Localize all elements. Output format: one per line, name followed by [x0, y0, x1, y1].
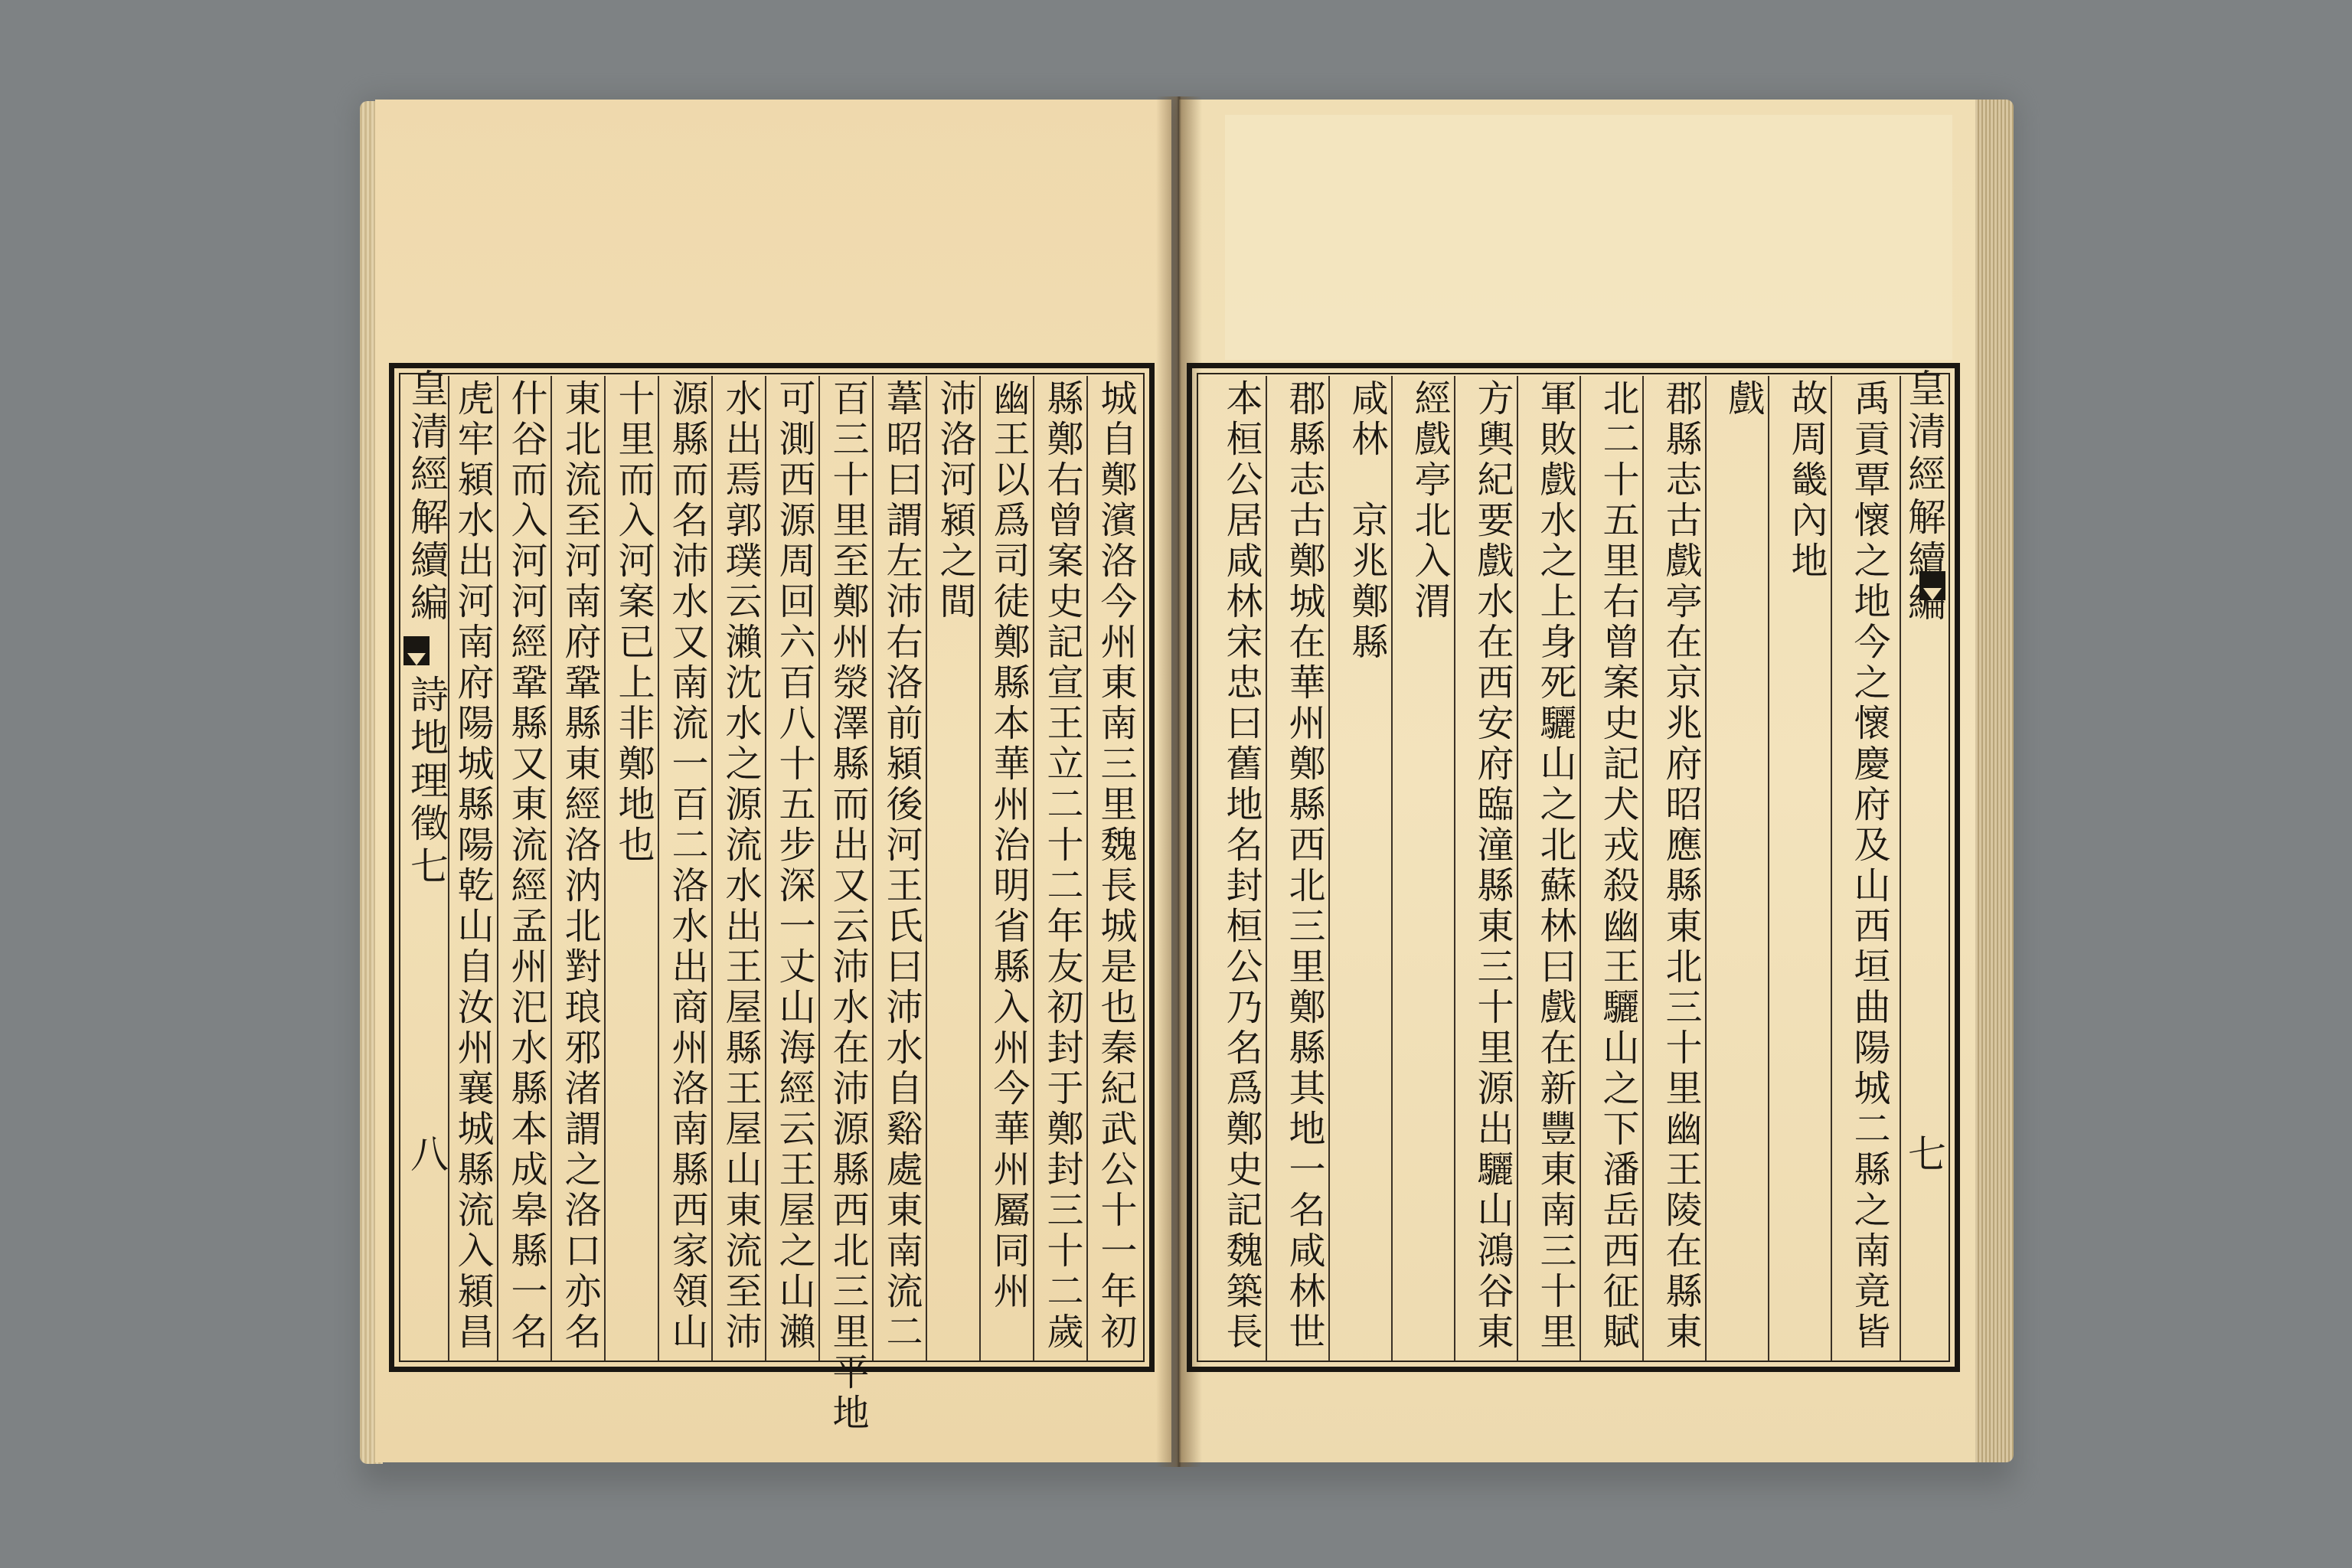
text-column: 葦昭曰謂左沛右洛前潁後河王氏曰沛水自谿處東南流二 — [880, 379, 923, 1353]
right-margin-folio: 七 — [1902, 1134, 1946, 1177]
text-column: 沛洛河潁之間 — [933, 379, 976, 622]
text-column: 縣鄭右曾案史記宣王立二十二年友初封于鄭封三十二歲 — [1040, 379, 1083, 1353]
column-rule — [1768, 376, 1769, 1361]
text-column: 咸林 京兆鄭縣 — [1345, 379, 1388, 663]
text-column: 軍敗戲水之上身死驪山之北蘇林曰戲在新豐東南三十里 — [1534, 379, 1576, 1353]
text-column: 什谷而入河河經鞏縣又東流經孟州汜水縣本成皋縣一名 — [505, 379, 547, 1353]
text-column: 水出焉郭璞云瀨沈水之源流水出王屋縣王屋山東流至沛 — [719, 379, 762, 1353]
column-rule — [1517, 376, 1518, 1361]
text-column: 北二十五里右曾案史記犬戎殺幽王驪山之下潘岳西征賦 — [1596, 379, 1639, 1353]
text-column: 戲 — [1722, 379, 1765, 420]
left-margin-folio: 八 — [404, 1134, 449, 1177]
column-rule — [1454, 376, 1455, 1361]
column-rule — [1900, 376, 1901, 1361]
text-column: 本桓公居咸林宋忠曰舊地名封桓公乃名爲鄭史記魏築長 — [1220, 379, 1263, 1353]
column-rule — [550, 376, 552, 1361]
text-column: 城自鄭濱洛今州東南三里魏長城是也秦紀武公十一年初 — [1094, 379, 1137, 1353]
column-rule — [658, 376, 659, 1361]
column-rule — [1391, 376, 1393, 1361]
column-rule — [448, 376, 449, 1361]
text-column: 十里而入河案已上非鄭地也 — [612, 379, 655, 866]
column-rule — [818, 376, 820, 1361]
column-rule — [979, 376, 981, 1361]
text-column: 東北流至河南府鞏縣東經洛汭北對琅邪渚謂之洛口亦名 — [558, 379, 601, 1353]
column-rule — [1266, 376, 1267, 1361]
left-margin-section: 詩地理徵七 — [404, 675, 449, 889]
column-rule — [711, 376, 713, 1361]
column-rule — [1579, 376, 1581, 1361]
column-rule — [1328, 376, 1330, 1361]
column-rule — [497, 376, 498, 1361]
fish-tail-mark — [1919, 571, 1945, 600]
text-column: 郡縣志古戲亭在京兆府昭應縣東北三十里幽王陵在縣東 — [1659, 379, 1702, 1353]
column-rule — [926, 376, 927, 1361]
column-rule — [604, 376, 606, 1361]
left-margin-title: 皇清經解續編 — [404, 368, 449, 626]
paper-repair-patch — [1225, 115, 1952, 360]
column-rule — [765, 376, 766, 1361]
column-rule — [1642, 376, 1644, 1361]
text-column: 源縣而名沛水又南流一百二洛水出商州洛南縣西家領山 — [665, 379, 708, 1353]
text-column: 方輿紀要戲水在西安府臨潼縣東三十里源出驪山鴻谷東 — [1471, 379, 1514, 1353]
text-column: 幽王以爲司徒鄭縣本華州治明省縣入州今華州屬同州 — [987, 379, 1030, 1312]
text-column: 郡縣志古鄭城在華州鄭縣西北三里鄭縣其地一名咸林世 — [1282, 379, 1325, 1353]
column-rule — [1086, 376, 1088, 1361]
left-text-frame — [389, 363, 1155, 1434]
text-column: 可測西源周回六百八十五步深一丈山海經云王屋之山瀨 — [773, 379, 815, 1353]
fish-tail-mark — [403, 636, 430, 665]
column-rule — [1705, 376, 1707, 1361]
text-column: 禹貢覃懷之地今之懷慶府及山西垣曲陽城二縣之南竟皆 — [1847, 379, 1890, 1353]
right-page-edges — [1971, 100, 2014, 1462]
column-rule — [1831, 376, 1832, 1361]
right-text-frame — [1187, 363, 1960, 1372]
text-column: 百三十里至鄭州滎澤縣而出又云沛水在沛源縣西北三里平地 — [826, 379, 869, 1434]
text-column: 經戲亭北入渭 — [1408, 379, 1451, 622]
text-column: 虎牢潁水出河南府陽城縣陽乾山自汝州襄城縣流入潁昌 — [451, 379, 494, 1353]
right-margin-title: 皇清經解續編 — [1902, 368, 1946, 626]
column-rule — [872, 376, 874, 1361]
column-rule — [1033, 376, 1034, 1361]
text-column: 故周畿內地 — [1785, 379, 1828, 582]
